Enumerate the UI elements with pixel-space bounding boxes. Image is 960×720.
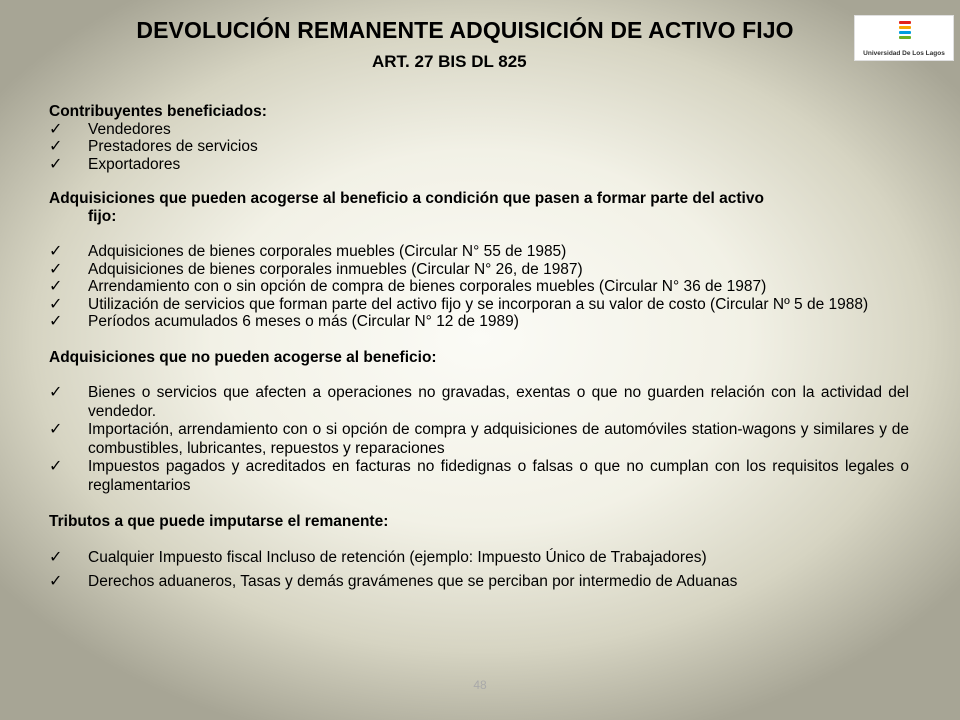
list-item: ✓ Arrendamiento con o sin opción de compra de bienes corporales muebles (Circular N° 36 de 1987) xyxy=(49,278,767,295)
check-icon: ✓ xyxy=(49,548,63,566)
beneficiaries-list xyxy=(49,121,909,174)
check-icon: ✓ xyxy=(49,243,63,260)
list-item: ✓ Utilización de servicios que forman parte del activo fijo y se incorporan a su valor de costo (Circular Nº 5 de 1988) xyxy=(49,295,869,313)
taxes-list xyxy=(49,549,909,591)
section-heading-beneficiaries: Contribuyentes beneficiados: xyxy=(49,103,267,120)
list-item: ✓ Vendedores xyxy=(49,120,171,138)
check-icon: ✓ xyxy=(49,120,63,138)
list-item: ✓ Cualquier Impuesto fiscal Incluso de retención (ejemplo: Impuesto Único de Trabajadores) xyxy=(49,548,707,566)
check-icon: ✓ xyxy=(49,155,63,173)
list-item: ✓ Bienes o servicios que afecten a operaciones no gravadas, exentas o que no guarden relación con la actividad del vendedor. xyxy=(49,384,909,420)
list-item: ✓ Derechos aduaneros, Tasas y demás gravámenes que se perciban por intermedio de Aduanas xyxy=(49,573,738,590)
list-item: ✓ Prestadores de servicios xyxy=(49,138,258,155)
check-icon: ✓ xyxy=(49,458,63,475)
check-icon: ✓ xyxy=(49,138,63,155)
logo-text: Universidad De Los Lagos xyxy=(863,50,945,57)
ineligible-list xyxy=(49,384,909,495)
university-logo xyxy=(854,15,954,61)
section-heading-eligible: Adquisiciones que pueden acogerse al beneficio a condición que pasen a formar parte del activo xyxy=(49,190,764,207)
check-icon: ✓ xyxy=(49,313,63,330)
check-icon: ✓ xyxy=(49,260,63,278)
section-heading-eligible-cont: fijo: xyxy=(88,207,117,225)
section-heading-taxes: Tributos a que puede imputarse el remanente: xyxy=(49,513,389,530)
section-heading-ineligible: Adquisiciones que no pueden acogerse al beneficio: xyxy=(49,348,437,366)
check-icon: ✓ xyxy=(49,278,63,295)
check-icon: ✓ xyxy=(49,421,63,438)
eligible-list xyxy=(49,243,909,331)
page-number: 48 xyxy=(473,678,487,692)
check-icon: ✓ xyxy=(49,573,63,590)
list-item: ✓ Importación, arrendamiento con o si opción de compra y adquisiciones de automóviles station-wagons y similares y de combustibles, lubricantes, repuestos y reparaciones xyxy=(49,421,909,457)
list-item: ✓ Adquisiciones de bienes corporales inmuebles (Circular N° 26, de 1987) xyxy=(49,260,583,278)
check-icon: ✓ xyxy=(49,295,63,313)
slide-title: DEVOLUCIÓN REMANENTE ADQUISICIÓN DE ACTIVO FIJO xyxy=(136,17,794,43)
slide-subtitle: ART. 27 BIS DL 825 xyxy=(372,52,527,71)
slide-content xyxy=(49,103,909,598)
list-item: ✓ Exportadores xyxy=(49,155,181,173)
logo-mark-icon xyxy=(899,21,911,43)
list-item: ✓ Impuestos pagados y acreditados en facturas no fidedignas o falsas o que no cumplan con los requisitos legales o reglamentarios xyxy=(49,458,909,494)
list-item: ✓ Períodos acumulados 6 meses o más (Circular N° 12 de 1989) xyxy=(49,313,519,330)
check-icon: ✓ xyxy=(49,384,63,401)
list-item: ✓ Adquisiciones de bienes corporales muebles (Circular N° 55 de 1985) xyxy=(49,243,567,260)
